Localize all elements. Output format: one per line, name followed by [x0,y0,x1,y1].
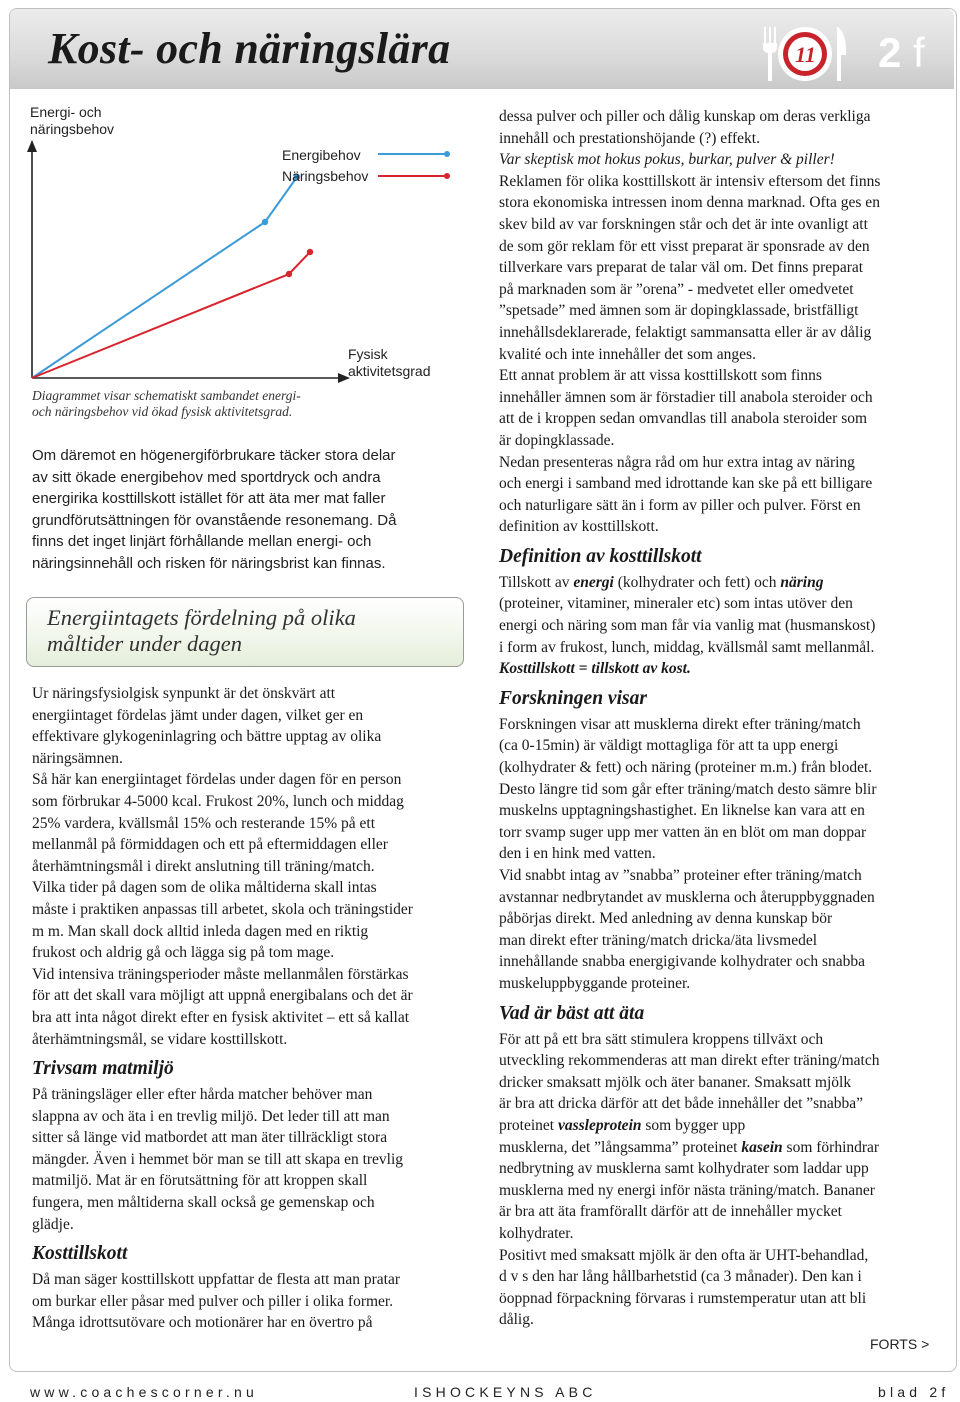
y-axis-label-line: näringsbehov [30,121,115,137]
text-line: på marknaden som är ”orena” - medvetet eller omedvetet [499,280,854,298]
text-line: och energi i samband med idrottande kan ske på ett billigare [499,475,873,493]
text-line: energi och näring som man får via vanlig mat (husmanskost) [499,617,876,635]
text-line: 25% vardera, kvällsmål 15% och resterande 15% på ett [32,814,376,832]
text-line: om burkar eller påsar med pulver och piller i olika former. [32,1292,394,1310]
text-line: återhämtningsmål i direkt anslutning till träning/match. [32,857,375,875]
text-line: avstannar nedbrytandet av musklerna och återuppbyggnaden [499,888,875,906]
intro-text [32,445,472,575]
text-line [499,572,949,594]
text-line: de som gör reklam för ett visst preparat är sponsrade av den [499,237,870,255]
text-line: tillverkare vars preparat de talar väl om. Det finns preparat [499,259,864,277]
text-line: som förbrukar 4-5000 kcal. Frukost 20%, lunch och middag [32,792,404,810]
definition-paragraph [499,572,949,680]
logo-number: 11 [795,42,816,67]
text-line: dricker smaksatt mjölk och äter bananer. Smaksatt mjölk [499,1073,852,1091]
text-run: musklerna, det ”långsamma” proteinet [499,1138,742,1156]
text-line: utveckling rekommenderas att man direkt efter träning/match [499,1052,880,1070]
page-number-suffix: f [913,29,925,76]
text-line: (proteiner, vitaminer, mineraler etc) som intas utöver den [499,595,853,613]
text-line: av sitt ökade energibehov med sportdryck och andra [32,468,381,486]
text-line: musklerna med ny energi inför nästa träning/match. Bananer [499,1181,875,1199]
footer-series-title: ISHOCKEYNS ABC [414,1384,597,1400]
text-line: Om däremot en högenergiförbrukare täcker stora delar [32,447,396,464]
text-line: innehåll och prestationshöjande (?) effekt. [499,129,760,147]
page-number [878,29,925,77]
text-line: innehåller ämnen som är förstadier till anabola steroider och [499,388,873,406]
meal-distribution-paragraph [32,683,472,1050]
text-line: i form av frukost, lunch, middag, kvällsmål samt mellanmål. [499,638,875,656]
text-line: Så här kan energiintaget fördelas under dagen för en person [32,771,402,789]
text-line: För att på ett bra sätt stimulera kroppens tillväxt och [499,1030,824,1048]
legend-nutrition-dot [444,173,450,179]
heading-trivsam-matmiljo: Trivsam matmiljö [32,1058,174,1080]
kosttillskott-paragraph [32,1269,472,1334]
text-line: innehållsdeklarerade, felaktigt sammansatta eller är av dålig [499,323,872,341]
energy-nutrition-diagram [20,98,460,428]
fork-plate-knife-logo [758,23,853,85]
text-line: Positivt med smaksatt mjölk är den ofta är UHT-behandlad, [499,1246,869,1264]
trivsam-paragraph [32,1084,472,1235]
text-line: frukost och aldrig gå och lägga sig på tom mage. [32,944,335,962]
text-line: slappna av och äta i en trevlig miljö. Det leder till att man [32,1107,390,1125]
text-line: torr svamp suger upp mer vatten än en blöt om man doppar [499,823,867,841]
text-line: återhämtningsmål, se vidare kosttillskott. [32,1030,288,1048]
footer-page-label: blad 2f [878,1384,950,1400]
legend-energy-label: Energibehov [282,147,361,163]
text-line: man direkt efter träning/match dricka/äta livsmedel [499,931,818,949]
text-line: m m. Man skall dock alltid inleda dagen med en riktig [32,922,369,940]
text-line: påbörjas direkt. Med anledning av denna kunskap bör [499,910,833,928]
text-line: är dopingklassade. [499,431,615,449]
term-energi: energi [573,573,614,591]
term-kasein: kasein [741,1138,783,1156]
text-line: sitter så länge vid matbordet att man äter tillräckligt stora [32,1129,388,1147]
x-axis-label [348,346,430,380]
text-line: definition av kosttillskott. [499,518,659,536]
x-axis-label-line: aktivitetsgrad [348,363,431,379]
text-line: På träningsläger eller efter hårda matcher behöver man [32,1086,373,1104]
page-title: Kost- och näringslära [48,24,451,73]
text-run: proteinet [499,1116,558,1134]
text-line: Ur näringsfysiolgisk synpunkt är det önskvärt att [32,685,336,702]
text-line: Reklamen för olika kosttillskott är intensiv eftersom det finns [499,172,881,190]
page-number-digit: 2 [878,29,902,76]
text-line: kolhydrater. [499,1224,574,1242]
text-line: matmiljö. Mat är en förutsättning för att kroppen skall [32,1172,368,1190]
text-run: Tillskott av [499,573,574,591]
diagram-caption [32,388,301,420]
text-line: innehållande snabba energigivande kolhydrater och snabba [499,953,865,971]
legend-energy-dot [444,151,450,157]
text-line: effektivare glykogeninlagring och bättre upptag av olika [32,728,382,746]
term-vassleprotein: vassleprotein [557,1116,642,1134]
heading-forskningen-visar: Forskningen visar [499,687,647,709]
y-axis-label-line: Energi- och [30,104,102,120]
text-run: som bygger upp [641,1116,746,1134]
text-line: kvalité och inte innehåller det som anges. [499,345,756,363]
term-naring: näring [780,573,824,591]
text-line: för att det skall vara möjligt att uppnå energibalans och det är [32,987,413,1005]
text-line: näringsämnen. [32,749,123,767]
text-line: energiintaget fördelas jämt under dagen, vilket ger en [32,706,364,724]
text-line: måste i praktiken anpassas till arbetet, skola och träningstider [32,900,413,918]
x-axis-label-line: Fysisk [348,346,388,362]
text-line: den i en hink med vatten. [499,845,656,863]
text-line: näringsinnehåll och risken för näringsbrist kan finnas. [32,554,386,572]
text-line [499,1137,949,1159]
text-line: mängder. Även i hemmet bör man se till att skapa en trevlig [32,1150,404,1168]
footer-website[interactable]: www.coachescorner.nu [30,1384,258,1400]
section-title [47,605,356,657]
text-line: mellanmål på förmiddagen och ett på eftermiddagen eller [32,836,388,854]
text-line: Vid intensiva träningsperioder måste mellanmålen förstärkas [32,965,409,983]
text-line: finns det inget linjärt förhållande mellan energi- och [32,533,372,551]
text-line: muskelns upptagningshastighet. En liknelse kan vara att en [499,802,865,820]
text-line [499,1115,949,1137]
section-title-line: måltider under dagen [47,631,242,656]
text-line: d v s den har lång hållbarhetstid (ca 3 månader). Den kan i [499,1268,862,1286]
nutrition-end-point [307,249,313,255]
energy-point [262,219,268,225]
legend-nutrition-label: Näringsbehov [282,168,369,184]
continue-link[interactable]: FORTS > [870,1336,930,1352]
text-line: Forskningen visar att musklerna direkt efter träning/match [499,715,861,733]
bast-paragraph [499,1029,949,1331]
text-line: stora ekonomiska intressen inom denna marknad. Ofta ges en [499,194,880,212]
text-line: Då man säger kosttillskott uppfattar de flesta att man pratar [32,1271,401,1289]
text-line: att de i kroppen sedan omvandlas till anabola steroider som [499,410,868,428]
text-line: skev bild av var forskningen står och det är inte ovanligt att [499,215,868,233]
text-line: (ca 0-15min) är väldigt mottagliga för att ta upp energi [499,737,839,755]
text-line: Nedan presenteras några råd om hur extra intag av näring [499,453,855,471]
definition-summary: Kosttillskott = tillskott av kost. [499,660,691,678]
text-line: nedbrytning av musklerna samt kolhydrater som laddar upp [499,1160,869,1178]
skeptic-warning: Var skeptisk mot hokus pokus, burkar, pulver & piller! [499,151,835,169]
section-title-line: Energiintagets fördelning på olika [47,605,356,630]
right-column [499,106,949,1331]
text-line: dålig. [499,1311,534,1329]
text-line: Vid snabbt intag av ”snabba” proteiner efter träning/match [499,867,862,884]
caption-line: och näringsbehov vid ökad fysisk aktivitetsgrad. [32,404,293,419]
heading-kosttillskott: Kosttillskott [32,1243,128,1265]
text-line: (kolhydrater & fett) och näring (proteiner m.m.) från blodet. [499,759,873,777]
energy-line [32,177,297,378]
text-line: grundförutsättningen för ovanstående resonemang. Då [32,511,397,529]
text-line: fungera, men måltiderna skall också ge gemenskap och [32,1194,375,1212]
heading-vad-ar-bast: Vad är bäst att äta [499,1002,645,1024]
text-line: är bra att äta framförallt därför att de innehåller mycket [499,1203,842,1221]
text-line: och naturligare sätt än i form av piller och pulver. Först en [499,496,861,514]
forskning-paragraph [499,714,949,995]
caption-line: Diagrammet visar schematiskt sambandet energi- [32,388,301,403]
y-axis-label [30,104,114,138]
left-column [32,683,472,1334]
text-line: ”spetsade” med ämnen som är dopingklassade, bristfälligt [499,302,859,320]
section-title-box [26,597,464,667]
text-line: glädje. [32,1215,74,1233]
text-line: bra att inta något direkt efter en fysisk aktivitet – ett så kallat [32,1008,410,1026]
text-line: är bra att dricka därför att det både innehåller det ”snabba” [499,1095,864,1113]
text-line: Många idrottsutövare och motionärer har en övertro på [32,1314,373,1332]
y-axis-arrow [27,140,37,152]
text-line: Ett annat problem är att vissa kosttillskott som finns [499,367,822,385]
heading-definition: Definition av kosttillskott [499,545,702,567]
nutrition-point [286,271,292,277]
nutrition-line [32,252,310,378]
text-line: muskeluppbyggande proteiner. [499,974,691,992]
text-line: Desto längre tid som går efter träning/match desto sämre blir [499,780,877,798]
text-line: dessa pulver och piller och dålig kunskap om deras verkliga [499,108,871,125]
text-run: (kolhydrater och fett) och [613,573,781,591]
text-line: Vilka tider på dagen som de olika måltiderna skall intas [32,879,377,897]
page-header [10,9,954,89]
text-line: energirika kosttillskott istället för att äta mer mat faller [32,490,386,508]
text-run: som förhindrar [782,1138,880,1156]
text-line: öoppnad förpackning förvaras i rumstemperatur utan att bli [499,1289,867,1307]
